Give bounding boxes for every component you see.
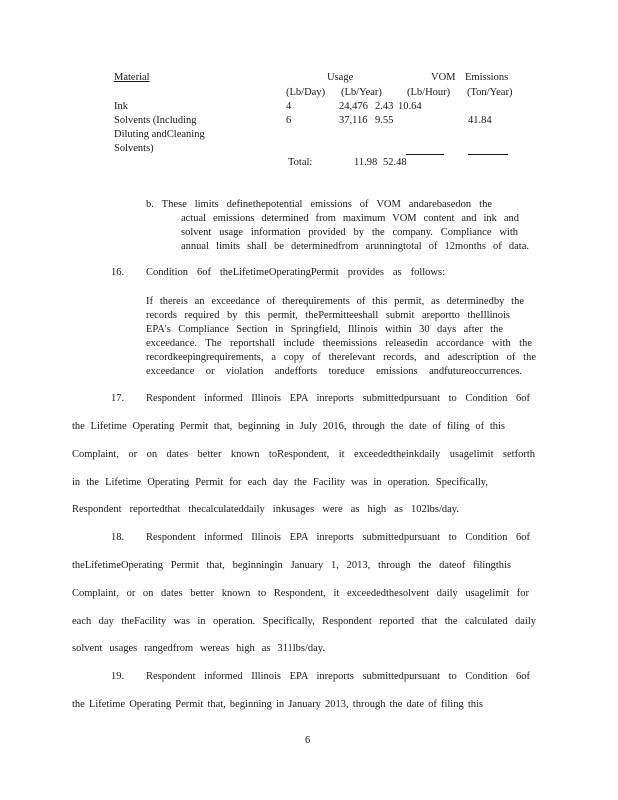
para-18-line: Respondent informed Illinois EPA inreports submittedpursuant to Condition 6of (146, 532, 530, 543)
para-b-line: annual limits shall be determinedfrom arunningtotal of 12months of data. (181, 241, 529, 252)
para-18-line: solvent usages rangedfrom wereas high as 311lbs/day. (72, 643, 325, 654)
table-material-continuation: Solvents) (114, 143, 154, 154)
table-cell-vom-a: 9.55 (375, 115, 394, 126)
para-17-line: Respondent informed Illinois EPA inreports submittedpursuant to Condition 6of (146, 393, 530, 404)
para-b-line: solvent usage information provided by the company. Compliance with (181, 227, 518, 238)
table-cell-lb-year: 37,116 (339, 115, 368, 126)
para-b-line: b. These limits definethepotential emissions of VOM andarebasedon the (146, 199, 492, 210)
para-17-line: Complaint, or on dates better known toRespondent, it exceededtheinkdaily usagelimit setforth (72, 449, 535, 460)
para-16-quote-line: recordkeepingrequirements, a copy of therelevant records, and adescription of the (146, 352, 536, 363)
para-16-quote-line: records required by this permit, thePermitteeshall submit areportto theIllinois (146, 310, 510, 321)
total-rule (468, 154, 508, 155)
table-header-usage: Usage (327, 72, 354, 83)
para-19-line: Respondent informed Illinois EPA inreports submittedpursuant to Condition 6of (146, 671, 530, 682)
table-unit-lb-year: (Lb/Year) (341, 87, 382, 98)
table-cell-vom-a: 2.43 (375, 101, 394, 112)
table-cell-material: Solvents (Including (114, 115, 197, 126)
table-cell-emissions: 41.84 (468, 115, 492, 126)
para-18-number: 18. (111, 532, 125, 543)
table-unit-ton-year: (Ton/Year) (467, 87, 513, 98)
table-unit-lb-day: (Lb/Day) (286, 87, 326, 98)
para-b-line: actual emissions determined from maximum VOM content and ink and (181, 213, 519, 224)
para-18-line: Complaint, or on dates better known to Respondent, it exceededthesolvent daily usagelimit for (72, 588, 529, 599)
para-17-line: in the Lifetime Operating Permit for each day the Facility was in operation. Specifically, (72, 477, 488, 488)
para-17-line: Respondent reportedthat thecalculateddaily inkusages were as high as 102lbs/day. (72, 504, 459, 515)
table-header-vom: VOM (431, 72, 456, 83)
table-cell-lb-day: 4 (286, 101, 292, 112)
para-16-quote-line: EPA's Compliance Section in Springfield, Illinois within 30 days after the (146, 324, 503, 335)
para-16-quote-line: exceedance. The reportshall include theemissions releasedin accordance with the (146, 338, 532, 349)
table-cell-material: Ink (114, 101, 128, 112)
para-17-line: the Lifetime Operating Permit that, beginning in July 2016, through the date of filing of this (72, 421, 505, 432)
para-19-line: the Lifetime Operating Permit that, beginning in January 2013, through the date of filing this (72, 699, 483, 710)
para-19-number: 19. (111, 671, 125, 682)
para-16-intro: Condition 6of theLifetimeOperatingPermit provides as follows: (146, 267, 445, 278)
para-18-line: each day theFacility was in operation. Specifically, Respondent reported that the calculated daily (72, 616, 536, 627)
table-cell-lb-day: 6 (286, 115, 292, 126)
total-rule (406, 154, 444, 155)
table-header-emissions: Emissions (465, 72, 509, 83)
para-17-number: 17. (111, 393, 125, 404)
table-total-b: 52.48 (383, 157, 407, 168)
table-cell-lb-year: 24,476 (339, 101, 368, 112)
page-number: 6 (305, 735, 311, 746)
table-material-continuation: Diluting andCleaning (114, 129, 205, 140)
para-18-line: theLifetimeOperating Permit that, beginningin January 1, 2013, through the dateof filingthis (72, 560, 511, 571)
para-16-quote-line: exceedance or violation andefforts toreduce emissions andfutureoccurrences. (146, 366, 522, 377)
table-unit-lb-hour: (Lb/Hour) (407, 87, 451, 98)
para-16-quote-line: If thereis an exceedance of therequirements of this permit, as determinedby the (146, 296, 524, 307)
table-cell-vom-b: 10.64 (398, 101, 422, 112)
para-16-number: 16. (111, 267, 125, 278)
table-total-a: 11.98 (354, 157, 378, 168)
table-total-label: Total: (288, 157, 313, 168)
table-header-material: Material (114, 72, 150, 83)
